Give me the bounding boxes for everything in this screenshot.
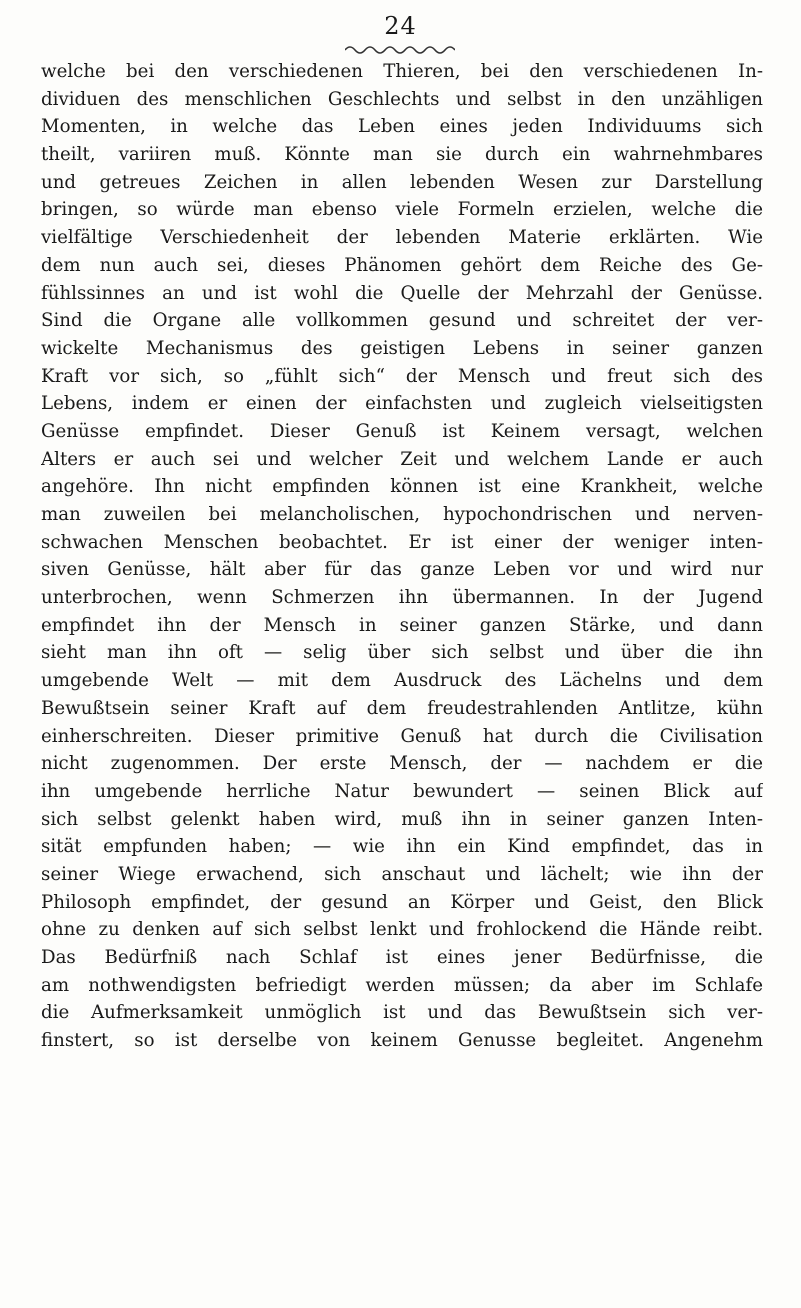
text-line: nicht zugenommen. Der erste Mensch, der — nachdem er die — [41, 753, 763, 775]
text-line: Bewußtsein seiner Kraft auf dem freudestrahlenden Antlitze, kühn — [41, 697, 763, 719]
text-line: Genüsse empfindet. Dieser Genuß ist Keinem versagt, welchen — [41, 420, 763, 442]
text-line: ihn umgebende herrliche Natur bewundert — seinen Blick auf — [41, 780, 763, 802]
text-line: Sind die Organe alle vollkommen gesund und schreitet der ver- — [41, 310, 763, 332]
text-line: schwachen Menschen beobachtet. Er ist einer der weniger inten- — [41, 531, 763, 553]
text-line: bringen, so würde man ebenso viele Formeln erzielen, welche die — [41, 199, 763, 221]
text-line: sität empfunden haben; — wie ihn ein Kind empfindet, das in — [41, 836, 763, 858]
text-line: sich selbst gelenkt haben wird, muß ihn in seiner ganzen Inten- — [41, 808, 763, 830]
page-number: 24 — [384, 12, 417, 40]
text-line: finstert, so ist derselbe von keinem Genusse begleitet. Angenehm — [41, 1030, 763, 1052]
text-line: Philosoph empfindet, der gesund an Körper und Geist, den Blick — [41, 891, 763, 913]
text-line: Das Bedürfniß nach Schlaf ist eines jener Bedürfnisse, die — [41, 947, 763, 968]
text-line: einherschreiten. Dieser primitive Genuß hat durch die Civilisation — [41, 725, 763, 747]
text-line: sieht man ihn oft — selig über sich selbst und über die ihn — [41, 642, 763, 664]
text-line: ohne zu denken auf sich selbst lenkt und frohlockend die Hände reibt. — [41, 919, 763, 941]
text-line: wickelte Mechanismus des geistigen Lebens in seiner ganzen — [41, 337, 763, 359]
text-line: man zuweilen bei melancholischen, hypochondrischen und nerven- — [41, 504, 763, 525]
text-line: seiner Wiege erwachend, sich anschaut und lächelt; wie ihn der — [41, 863, 763, 885]
text-line: und getreues Zeichen in allen lebenden Wesen zur Darstellung — [41, 171, 763, 193]
text-line: umgebende Welt — mit dem Ausdruck des Lächelns und dem — [41, 670, 763, 692]
body-text — [41, 58, 763, 1055]
text-line: welche bei den verschiedenen Thieren, bei den verschiedenen In- — [41, 61, 763, 82]
text-line: fühlssinnes an und ist wohl die Quelle der Mehrzahl der Genüsse. — [41, 282, 763, 304]
text-line: unterbrochen, wenn Schmerzen ihn übermannen. In der Jugend — [41, 587, 763, 609]
text-line: Lebens, indem er einen der einfachsten und zugleich vielseitigsten — [41, 393, 763, 415]
text-line: die Aufmerksamkeit unmöglich ist und das Bewußtsein sich ver- — [41, 1002, 763, 1024]
text-line: Momenten, in welche das Leben eines jeden Individuums sich — [41, 116, 763, 138]
text-line: siven Genüsse, hält aber für das ganze Leben vor und wird nur — [41, 559, 763, 581]
text-line: Kraft vor sich, so „fühlt sich“ der Mensch und freut sich des — [41, 365, 763, 387]
wave-ornament — [345, 44, 455, 56]
text-line: Alters er auch sei und welcher Zeit und welchem Lande er auch — [41, 448, 763, 470]
text-line: angehöre. Ihn nicht empfinden können ist eine Krankheit, welche — [41, 476, 763, 498]
text-line: am nothwendigsten befriedigt werden müssen; da aber im Schlafe — [41, 974, 763, 996]
text-line: dem nun auch sei, dieses Phänomen gehört dem Reiche des Ge- — [41, 254, 763, 276]
text-line: empfindet ihn der Mensch in seiner ganzen Stärke, und dann — [41, 614, 763, 636]
text-line: theilt, variiren muß. Könnte man sie durch ein wahrnehmbares — [41, 144, 763, 166]
text-line: dividuen des menschlichen Geschlechts und selbst in den unzähligen — [41, 88, 763, 110]
text-line: vielfältige Verschiedenheit der lebenden Materie erklärten. Wie — [41, 227, 763, 249]
